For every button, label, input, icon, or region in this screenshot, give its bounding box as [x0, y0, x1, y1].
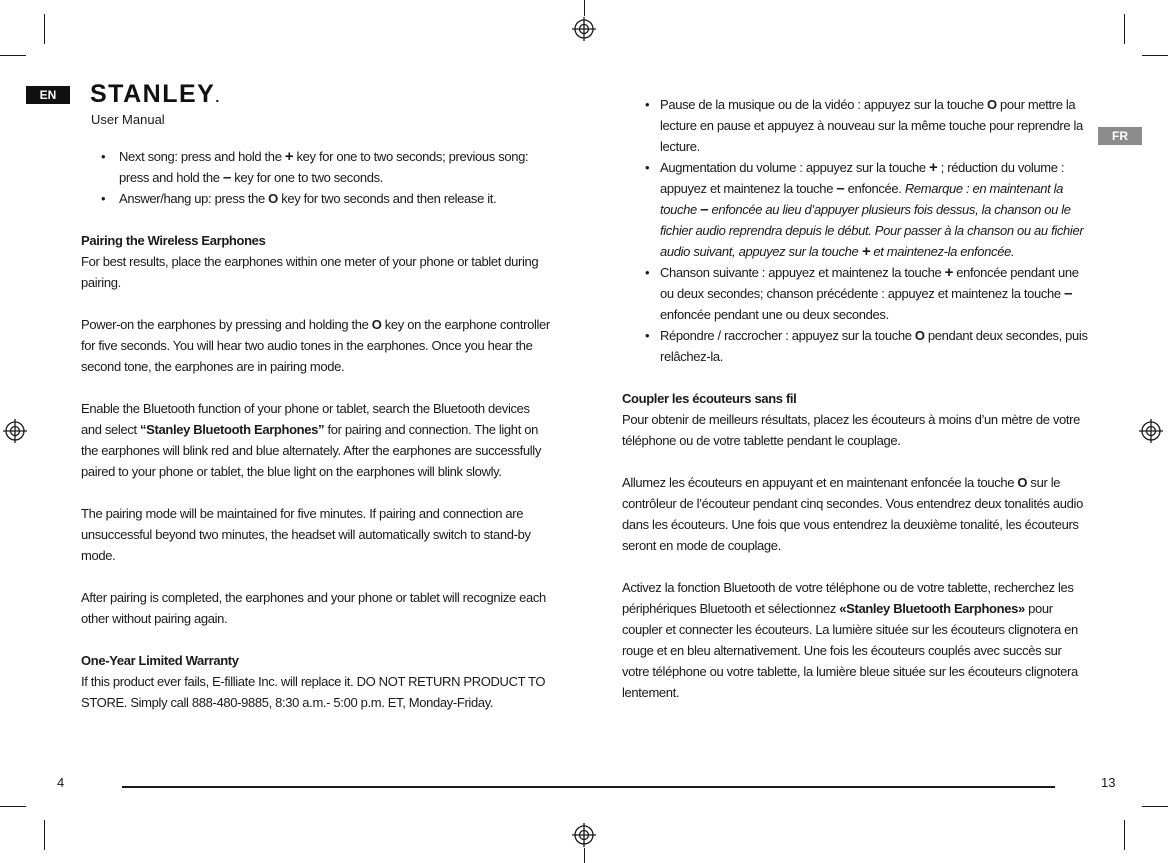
o-key-icon: O	[268, 191, 278, 206]
plus-key-icon: +	[929, 159, 938, 176]
crop-mark	[44, 14, 45, 44]
device-name: «Stanley Bluetooth Earphones»	[839, 601, 1025, 616]
crop-mark	[1124, 14, 1125, 44]
registration-mark-icon	[572, 17, 596, 41]
logo-mark: .	[215, 89, 221, 105]
paragraph: Activez la fonction Bluetooth de votre téléphone ou de votre tablette, recherchez les périphériques Bluetooth et sélectionnez «Stanley Bluetooth Earphones» pour coupler et connecter les écouteurs. La lumière située sur les écouteurs clignotera en rouge et en bleu alternativement. Une fois les écouteurs couplés avec succès sur votre téléphone ou votre tablette, la lumière bleue située sur les écouteurs clignotera lentement.	[622, 580, 1078, 700]
list-item: • Augmentation du volume : appuyez sur la touche + ; réduction du volume : appuyez et maintenez la touche – enfoncée. Remarque : en maintenant la touche – enfoncée au lieu d’appuyer plusieurs fois dessus, la chanson ou le fichier audio reprendra depuis le début. Pour passer à la chanson ou au fichier audio suivant, appuyez sur la touche + et maintenez-la enfoncée.	[622, 157, 1088, 262]
crop-mark	[584, 848, 585, 863]
minus-key-icon: –	[700, 201, 709, 218]
paragraph: After pairing is completed, the earphones and your phone or tablet will recognize each other without pairing again.	[81, 590, 546, 626]
language-tag-fr: FR	[1098, 127, 1142, 145]
plus-key-icon: +	[944, 264, 954, 281]
o-key-icon: O	[986, 97, 997, 112]
list-item: • Pause de la musique ou de la vidéo : appuyez sur la touche O pour mettre la lecture en pause et appuyez à nouveau sur la même touche pour reprendre la lecture.	[622, 94, 1088, 157]
list-item: • Next song: press and hold the + key for one to two seconds; previous song: press and hold the – key for one to two seconds.	[81, 146, 551, 188]
page-number-left: 4	[57, 775, 65, 790]
page-number-right: 13	[1101, 775, 1116, 790]
registration-mark-icon	[3, 419, 27, 443]
paragraph: Enable the Bluetooth function of your phone or tablet, search the Bluetooth devices and select “Stanley Bluetooth Earphones” for pairing and connection. The light on the earphones will blink red and blue alternately. After the earphones are successfully paired to your phone or tablet, the blue light on the earphones will blink slowly.	[81, 401, 541, 479]
language-tag-en: EN	[26, 86, 70, 104]
list-item: • Répondre / raccrocher : appuyez sur la touche O pendant deux secondes, puis relâchez-la.	[622, 325, 1088, 367]
stanley-wordmark: STANLEY	[90, 80, 216, 108]
paragraph: Pour obtenir de meilleurs résultats, placez les écouteurs à moins d’un mètre de votre téléphone ou de votre tablette pendant le couplage.	[622, 412, 1080, 448]
minus-key-icon: –	[1064, 285, 1073, 302]
o-key-icon: O	[914, 328, 925, 343]
pairing-heading: Pairing the Wireless Earphones	[81, 233, 266, 248]
plus-key-icon: +	[861, 243, 871, 260]
paragraph: Power-on the earphones by pressing and holding the O key on the earphone controller for five seconds. You will hear two audio tones in the earphones. Once you hear the second tone, the earphones are in pairing mode.	[81, 317, 550, 374]
paragraph: The pairing mode will be maintained for five minutes. If pairing and connection are unsuccessful beyond two minutes, the headset will automatically switch to stand-by mode.	[81, 506, 531, 563]
registration-mark-icon	[1139, 419, 1163, 443]
warranty-heading: One-Year Limited Warranty	[81, 653, 239, 668]
plus-key-icon: +	[284, 148, 294, 165]
paragraph: Allumez les écouteurs en appuyant et en maintenant enfoncée la touche O sur le contrôleur de l’écouteur pendant cinq secondes. Vous entendrez deux tonalités audio dans les écouteurs. Une fois que vous entendrez la deuxième tonalité, les écouteurs seront en mode de couplage.	[622, 475, 1083, 553]
o-key-icon: O	[371, 317, 382, 332]
controls-list	[622, 94, 1088, 367]
pairing-heading: Coupler les écouteurs sans fil	[622, 391, 797, 406]
document-subtitle: User Manual	[91, 112, 165, 127]
crop-mark	[1142, 55, 1168, 56]
paragraph: If this product ever fails, E-filliate Inc. will replace it. DO NOT RETURN PRODUCT TO STORE. Simply call 888-480-9885, 8:30 a.m.- 5:00 p.m. ET, Monday-Friday.	[81, 674, 546, 710]
crop-mark	[0, 55, 26, 56]
minus-key-icon: –	[222, 169, 231, 186]
crop-mark	[584, 0, 585, 16]
paragraph: For best results, place the earphones within one meter of your phone or tablet during pairing.	[81, 254, 539, 290]
stanley-logo	[90, 80, 221, 109]
registration-mark-icon	[572, 823, 596, 847]
crop-mark	[44, 820, 45, 850]
o-key-icon: O	[1017, 475, 1028, 490]
device-name: “Stanley Bluetooth Earphones”	[140, 422, 325, 437]
controls-list	[81, 146, 551, 209]
footer-rule	[122, 786, 1055, 788]
left-column	[81, 146, 551, 713]
crop-mark	[0, 806, 26, 807]
list-item: • Answer/hang up: press the O key for two seconds and then release it.	[81, 188, 551, 209]
list-item: • Chanson suivante : appuyez et maintenez la touche + enfoncée pendant une ou deux secondes; chanson précédente : appuyez et maintenez la touche – enfoncée pendant une ou deux secondes.	[622, 262, 1088, 325]
minus-key-icon: –	[836, 180, 845, 197]
right-column	[622, 94, 1088, 703]
crop-mark	[1142, 806, 1168, 807]
crop-mark	[1124, 820, 1125, 850]
